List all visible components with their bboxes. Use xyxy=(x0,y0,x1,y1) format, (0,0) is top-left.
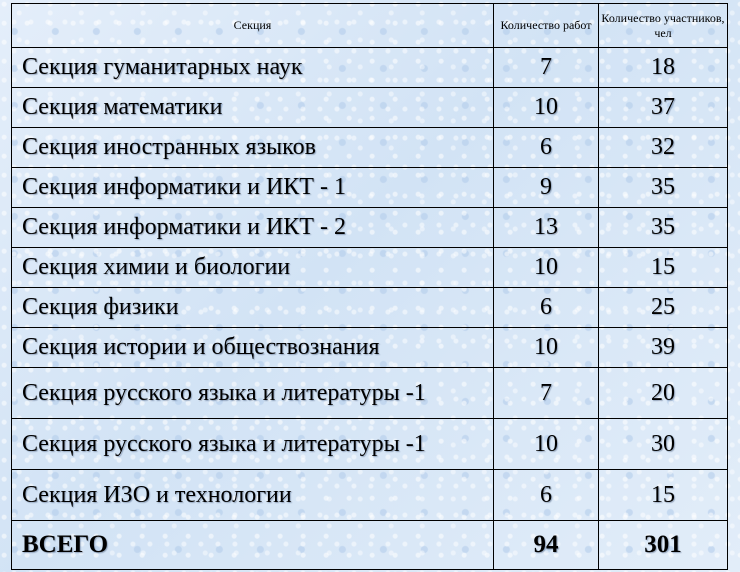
row-section-name: Секция физики xyxy=(12,288,494,328)
table-header-row xyxy=(12,4,728,48)
table-row xyxy=(12,328,728,368)
table-row xyxy=(12,48,728,88)
row-participants-count: 15 xyxy=(599,248,728,288)
table-row xyxy=(12,88,728,128)
row-section-name: Секция русского языка и литературы -1 xyxy=(12,368,494,419)
row-works-count: 10 xyxy=(494,248,599,288)
row-participants-count: 35 xyxy=(599,168,728,208)
row-works-count: 6 xyxy=(494,128,599,168)
row-works-count: 10 xyxy=(494,328,599,368)
table-row xyxy=(12,419,728,470)
row-section-name: Секция химии и биологии xyxy=(12,248,494,288)
row-participants-count: 35 xyxy=(599,208,728,248)
total-works-count: 94 xyxy=(494,521,599,570)
row-participants-count: 37 xyxy=(599,88,728,128)
row-works-count: 9 xyxy=(494,168,599,208)
table-row xyxy=(12,208,728,248)
row-works-count: 10 xyxy=(494,88,599,128)
row-section-name: Секция математики xyxy=(12,88,494,128)
total-row xyxy=(12,521,728,570)
row-section-name: Секция истории и обществознания xyxy=(12,328,494,368)
row-works-count: 13 xyxy=(494,208,599,248)
row-participants-count: 32 xyxy=(599,128,728,168)
table-row xyxy=(12,368,728,419)
header-section: Секция xyxy=(12,4,494,48)
header-participants-count: Количество участников, чел xyxy=(599,4,728,48)
row-participants-count: 15 xyxy=(599,470,728,521)
row-participants-count: 18 xyxy=(599,48,728,88)
row-works-count: 6 xyxy=(494,288,599,328)
total-participants-count: 301 xyxy=(599,521,728,570)
row-section-name: Секция иностранных языков xyxy=(12,128,494,168)
table-row xyxy=(12,168,728,208)
row-works-count: 7 xyxy=(494,48,599,88)
table-row xyxy=(12,470,728,521)
row-section-name: Секция информатики и ИКТ - 2 xyxy=(12,208,494,248)
row-section-name: Секция русского языка и литературы -1 xyxy=(12,419,494,470)
sections-table xyxy=(11,3,728,570)
row-section-name: Секция информатики и ИКТ - 1 xyxy=(12,168,494,208)
table-row xyxy=(12,128,728,168)
table-row xyxy=(12,248,728,288)
row-works-count: 10 xyxy=(494,419,599,470)
row-works-count: 7 xyxy=(494,368,599,419)
total-label: ВСЕГО xyxy=(12,521,494,570)
row-participants-count: 30 xyxy=(599,419,728,470)
row-participants-count: 20 xyxy=(599,368,728,419)
row-participants-count: 25 xyxy=(599,288,728,328)
row-section-name: Секция гуманитарных наук xyxy=(12,48,494,88)
row-section-name: Секция ИЗО и технологии xyxy=(12,470,494,521)
row-works-count: 6 xyxy=(494,470,599,521)
row-participants-count: 39 xyxy=(599,328,728,368)
table-row xyxy=(12,288,728,328)
header-works-count: Количество работ xyxy=(494,4,599,48)
